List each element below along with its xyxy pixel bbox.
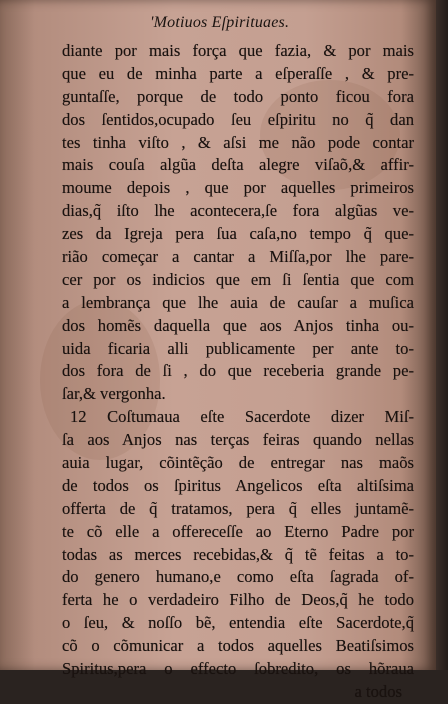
body-text <box>62 40 414 704</box>
text-line: dias,q̃ iſto lhe acontecera,ſe fora algũas ve- <box>62 201 414 221</box>
text-line: auia lugar, cõintẽção de entregar nas maõs <box>62 453 414 473</box>
running-head: 'Motiuos Eſpirituaes. <box>150 14 290 31</box>
text-line: te cõ elle a offereceſſe ao Eterno Padre por <box>62 521 414 541</box>
text-line: a lembrança que lhe auia de cauſar a muſica <box>62 292 414 312</box>
text-line: ſar,& vergonha. <box>62 384 166 404</box>
text-line: zes da Igreja pera ſua caſa,no tempo q̃ que- <box>62 224 414 244</box>
text-line: Spiritus,pera o effecto ſobredito, os hõraua <box>62 659 414 679</box>
text-line: que eu de minha parte a eſperaſſe , & pre- <box>62 63 414 83</box>
text-line: do genero humano,e como eſta ſagrada of- <box>62 567 414 587</box>
text-line: guntaſſe, porque de todo ponto ficou fora <box>62 86 414 106</box>
text-line: dos homẽs daquella que aos Anjos tinha ou- <box>62 315 414 335</box>
text-line: mais couſa algũa deſta alegre viſaõ,& affir- <box>62 155 414 175</box>
text-line: offerta de q̃ tratamos, pera q̃ elles juntamẽ- <box>62 498 414 518</box>
text-line: rião começar a cantar a Miſſa,por lhe pare- <box>62 247 414 267</box>
text-line: o ſeu, & noſſo bẽ, entendia eſte Sacerdote,q̃ <box>62 613 414 633</box>
text-line: todas as merces recebidas,& q̃ tẽ feitas a to- <box>62 544 414 564</box>
text-line: cõ o cõmunicar a todos aquelles Beatiſsimos <box>62 636 414 656</box>
text-line: dos ſentidos,ocupado ſeu eſpiritu no q̃ dan <box>62 109 414 129</box>
text-line: ſa aos Anjos nas terças feiras quando nellas <box>62 430 414 450</box>
book-gutter-edge <box>436 0 448 670</box>
text-line: dos fora de ſi , do que receberia grande pe- <box>62 361 414 381</box>
text-line: de todos os ſpiritus Angelicos eſta altiſsima <box>62 475 414 495</box>
catchword: a todos <box>354 681 402 701</box>
text-line: tes tinha viſto , & aſsi me não pode contar <box>62 132 414 152</box>
text-line: uida ficaria alli publicamente per ante to- <box>62 338 414 358</box>
text-line: diante por mais força que fazia, & por mais <box>62 41 414 60</box>
paragraph-start-line: 12 Coſtumaua eſte Sacerdote dizer Miſ- <box>70 407 414 427</box>
text-line: ferta he o verdadeiro Filho de Deos,q̃ he todo <box>62 590 414 610</box>
text-line: cer por os indicios que em ſi ſentia que com <box>62 269 414 289</box>
text-line: moume depois , que por aquelles primeiros <box>62 178 414 198</box>
